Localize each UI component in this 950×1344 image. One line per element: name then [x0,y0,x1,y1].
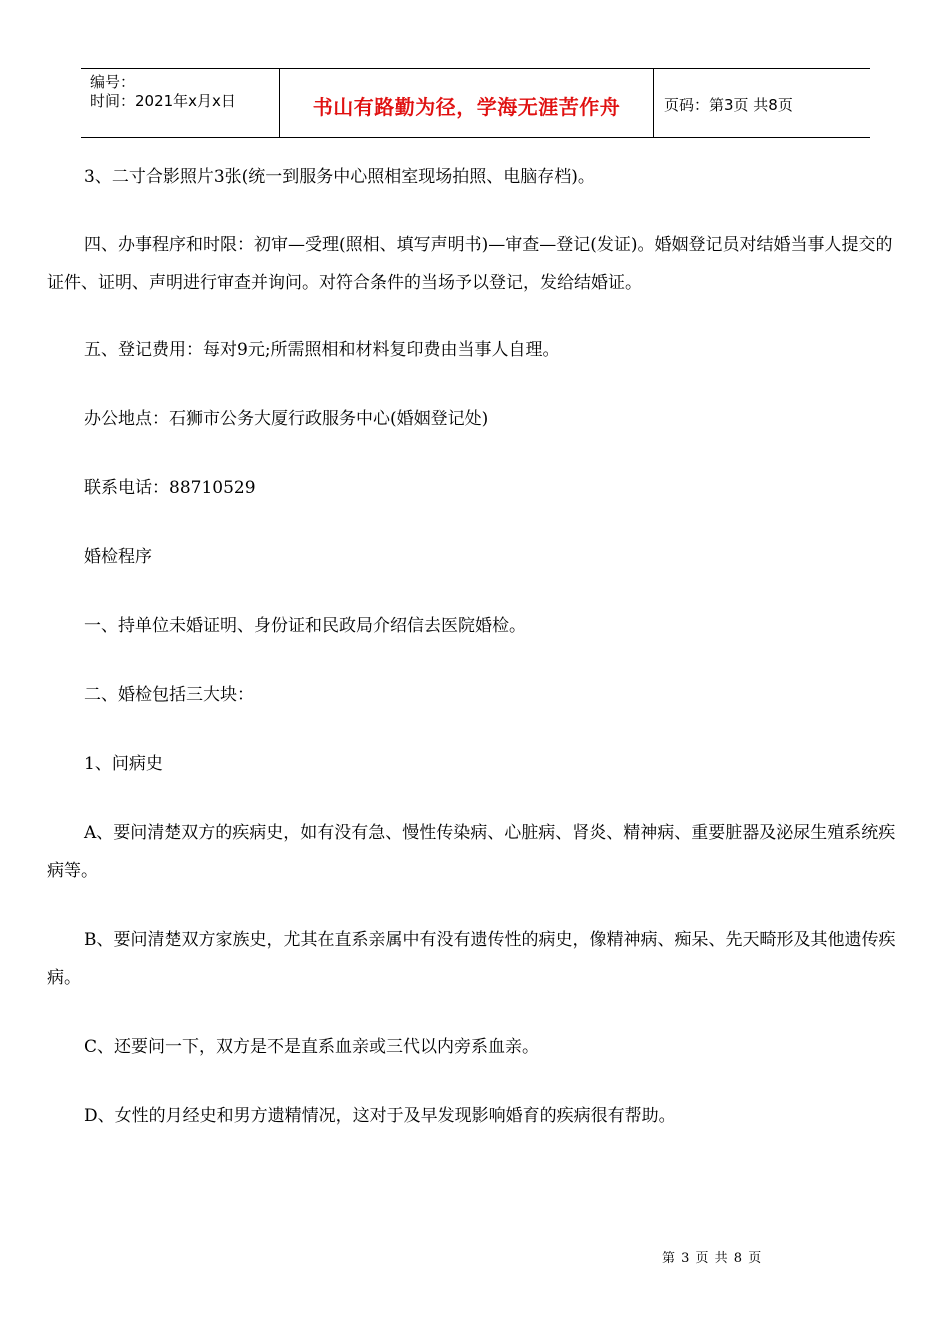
document-body [47,158,903,1135]
paragraph-item-c: C、还要问一下，双方是不是直系血亲或三代以内旁系血亲。 [84,1037,540,1057]
paragraph-phone: 联系电话：88710529 [84,478,256,498]
header-page-info: 页码：第3页 共8页 [664,95,793,114]
header-motto: 书山有路勤为径，学海无涯苦作舟 [280,69,654,137]
paragraph-medical-history: 1、问病史 [84,754,163,774]
page-header [81,68,870,138]
paragraph-procedure: 四、办事程序和时限：初审—受理(照相、填写声明书)—审查—登记(发证)。婚姻登记员对结婚当事人提交的证件、证明、声明进行审查并询问。对符合条件的当场予以登记，发给结婚证。 [47,235,893,293]
paragraph-step-two: 二、婚检包括三大块： [84,685,254,705]
paragraph-photos: 3、二寸合影照片3张(统一到服务中心照相室现场拍照、电脑存档)。 [84,167,595,187]
paragraph-item-a: A、要问清楚双方的疾病史，如有没有急、慢性传染病、心脏病、肾炎、精神病、重要脏器及泌尿生殖系统疾病等。 [47,823,896,881]
document-number-label: 编号： [90,73,136,91]
header-meta [81,69,280,137]
paragraph-item-d: D、女性的月经史和男方遗精情况，这对于及早发现影响婚育的疾病很有帮助。 [84,1106,676,1126]
document-time-label: 时间：2021年x月x日 [90,92,236,110]
paragraph-step-one: 一、持单位未婚证明、身份证和民政局介绍信去医院婚检。 [84,616,526,636]
paragraph-office-location: 办公地点：石狮市公务大厦行政服务中心(婚姻登记处) [84,409,489,429]
paragraph-fees: 五、登记费用：每对9元;所需照相和材料复印费由当事人自理。 [84,340,560,360]
paragraph-item-b: B、要问清楚双方家族史，尤其在直系亲属中有没有遗传性的病史，像精神病、痴呆、先天畸形及其他遗传疾病。 [47,930,896,988]
paragraph-section-title: 婚检程序 [84,547,152,567]
page-footer: 第 3 页 共 8 页 [662,1251,763,1266]
